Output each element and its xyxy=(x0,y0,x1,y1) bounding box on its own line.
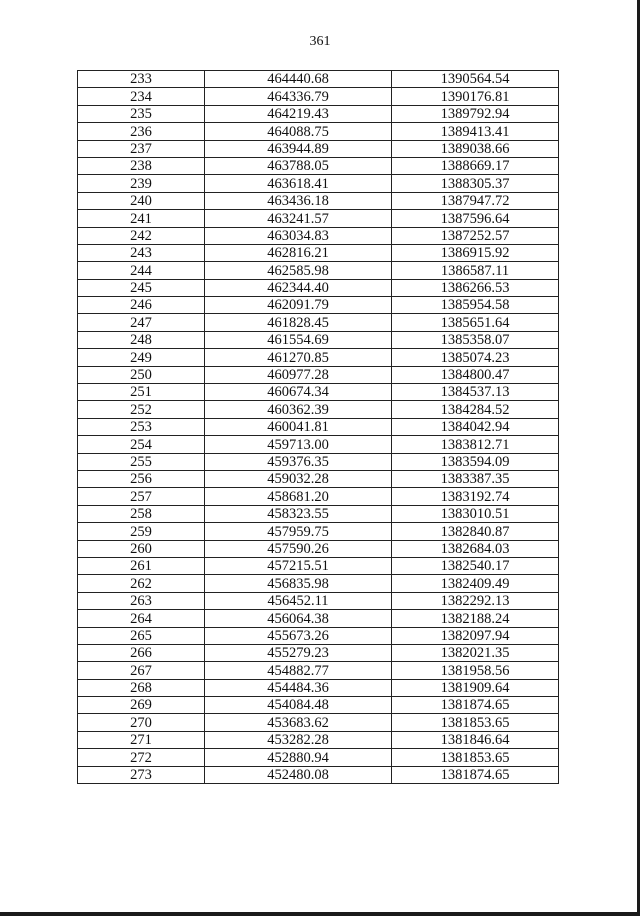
point-number-cell: 237 xyxy=(78,140,205,157)
x-coordinate-cell: 463436.18 xyxy=(205,192,392,209)
y-coordinate-cell: 1382188.24 xyxy=(392,610,559,627)
table-row xyxy=(78,349,559,366)
table-row xyxy=(78,679,559,696)
point-number-cell: 240 xyxy=(78,192,205,209)
x-coordinate-cell: 464088.75 xyxy=(205,123,392,140)
y-coordinate-cell: 1386587.11 xyxy=(392,262,559,279)
point-number-cell: 241 xyxy=(78,210,205,227)
y-coordinate-cell: 1386266.53 xyxy=(392,279,559,296)
table-row xyxy=(78,331,559,348)
y-coordinate-cell: 1381853.65 xyxy=(392,714,559,731)
point-number-cell: 261 xyxy=(78,557,205,574)
table-row xyxy=(78,88,559,105)
y-coordinate-cell: 1389413.41 xyxy=(392,123,559,140)
table-row xyxy=(78,297,559,314)
point-number-cell: 264 xyxy=(78,610,205,627)
y-coordinate-cell: 1381853.65 xyxy=(392,749,559,766)
table-row xyxy=(78,714,559,731)
x-coordinate-cell: 463944.89 xyxy=(205,140,392,157)
x-coordinate-cell: 460362.39 xyxy=(205,401,392,418)
x-coordinate-cell: 455279.23 xyxy=(205,644,392,661)
y-coordinate-cell: 1381874.65 xyxy=(392,697,559,714)
point-number-cell: 253 xyxy=(78,418,205,435)
table-row xyxy=(78,523,559,540)
point-number-cell: 250 xyxy=(78,366,205,383)
x-coordinate-cell: 462344.40 xyxy=(205,279,392,296)
y-coordinate-cell: 1387947.72 xyxy=(392,192,559,209)
table-row xyxy=(78,140,559,157)
point-number-cell: 235 xyxy=(78,105,205,122)
table-row xyxy=(78,697,559,714)
point-number-cell: 246 xyxy=(78,297,205,314)
y-coordinate-cell: 1388669.17 xyxy=(392,157,559,174)
x-coordinate-cell: 464336.79 xyxy=(205,88,392,105)
point-number-cell: 262 xyxy=(78,575,205,592)
x-coordinate-cell: 460674.34 xyxy=(205,384,392,401)
x-coordinate-cell: 459032.28 xyxy=(205,470,392,487)
x-coordinate-cell: 459376.35 xyxy=(205,453,392,470)
y-coordinate-cell: 1390564.54 xyxy=(392,71,559,88)
x-coordinate-cell: 464219.43 xyxy=(205,105,392,122)
table-row xyxy=(78,175,559,192)
point-number-cell: 234 xyxy=(78,88,205,105)
y-coordinate-cell: 1387596.64 xyxy=(392,210,559,227)
point-number-cell: 268 xyxy=(78,679,205,696)
x-coordinate-cell: 456064.38 xyxy=(205,610,392,627)
y-coordinate-cell: 1382097.94 xyxy=(392,627,559,644)
point-number-cell: 247 xyxy=(78,314,205,331)
y-coordinate-cell: 1389038.66 xyxy=(392,140,559,157)
table-row xyxy=(78,610,559,627)
y-coordinate-cell: 1384800.47 xyxy=(392,366,559,383)
table-row xyxy=(78,192,559,209)
y-coordinate-cell: 1384042.94 xyxy=(392,418,559,435)
y-coordinate-cell: 1385651.64 xyxy=(392,314,559,331)
x-coordinate-cell: 457590.26 xyxy=(205,540,392,557)
y-coordinate-cell: 1386915.92 xyxy=(392,244,559,261)
point-number-cell: 239 xyxy=(78,175,205,192)
point-number-cell: 244 xyxy=(78,262,205,279)
point-number-cell: 242 xyxy=(78,227,205,244)
x-coordinate-cell: 452480.08 xyxy=(205,766,392,783)
x-coordinate-cell: 454484.36 xyxy=(205,679,392,696)
page-number: 361 xyxy=(309,34,331,49)
table-row xyxy=(78,262,559,279)
table-row xyxy=(78,401,559,418)
x-coordinate-cell: 456452.11 xyxy=(205,592,392,609)
x-coordinate-cell: 462585.98 xyxy=(205,262,392,279)
x-coordinate-cell: 453683.62 xyxy=(205,714,392,731)
table-row xyxy=(78,575,559,592)
x-coordinate-cell: 456835.98 xyxy=(205,575,392,592)
point-number-cell: 266 xyxy=(78,644,205,661)
table-row xyxy=(78,470,559,487)
table-row xyxy=(78,436,559,453)
page-edge-bottom xyxy=(0,912,640,916)
table-row xyxy=(78,766,559,783)
point-number-cell: 271 xyxy=(78,731,205,748)
x-coordinate-cell: 458323.55 xyxy=(205,505,392,522)
x-coordinate-cell: 453282.28 xyxy=(205,731,392,748)
x-coordinate-cell: 452880.94 xyxy=(205,749,392,766)
point-number-cell: 252 xyxy=(78,401,205,418)
x-coordinate-cell: 461554.69 xyxy=(205,331,392,348)
table-row xyxy=(78,366,559,383)
y-coordinate-cell: 1385954.58 xyxy=(392,297,559,314)
table-row xyxy=(78,453,559,470)
y-coordinate-cell: 1390176.81 xyxy=(392,88,559,105)
table-row xyxy=(78,592,559,609)
table-row xyxy=(78,418,559,435)
x-coordinate-cell: 463618.41 xyxy=(205,175,392,192)
x-coordinate-cell: 461828.45 xyxy=(205,314,392,331)
x-coordinate-cell: 457959.75 xyxy=(205,523,392,540)
table-row xyxy=(78,557,559,574)
table-row xyxy=(78,644,559,661)
x-coordinate-cell: 462816.21 xyxy=(205,244,392,261)
x-coordinate-cell: 460041.81 xyxy=(205,418,392,435)
x-coordinate-cell: 459713.00 xyxy=(205,436,392,453)
table-row xyxy=(78,157,559,174)
x-coordinate-cell: 454084.48 xyxy=(205,697,392,714)
point-number-cell: 259 xyxy=(78,523,205,540)
table-row xyxy=(78,384,559,401)
point-number-cell: 249 xyxy=(78,349,205,366)
x-coordinate-cell: 462091.79 xyxy=(205,297,392,314)
y-coordinate-cell: 1387252.57 xyxy=(392,227,559,244)
y-coordinate-cell: 1382409.49 xyxy=(392,575,559,592)
y-coordinate-cell: 1381958.56 xyxy=(392,662,559,679)
y-coordinate-cell: 1385358.07 xyxy=(392,331,559,348)
point-number-cell: 272 xyxy=(78,749,205,766)
x-coordinate-cell: 458681.20 xyxy=(205,488,392,505)
table-row xyxy=(78,244,559,261)
table-row xyxy=(78,210,559,227)
point-number-cell: 267 xyxy=(78,662,205,679)
point-number-cell: 248 xyxy=(78,331,205,348)
y-coordinate-cell: 1383387.35 xyxy=(392,470,559,487)
y-coordinate-cell: 1389792.94 xyxy=(392,105,559,122)
point-number-cell: 243 xyxy=(78,244,205,261)
x-coordinate-cell: 461270.85 xyxy=(205,349,392,366)
point-number-cell: 256 xyxy=(78,470,205,487)
y-coordinate-cell: 1382840.87 xyxy=(392,523,559,540)
x-coordinate-cell: 463241.57 xyxy=(205,210,392,227)
coordinates-table xyxy=(77,70,559,784)
table-row xyxy=(78,105,559,122)
point-number-cell: 251 xyxy=(78,384,205,401)
point-number-cell: 270 xyxy=(78,714,205,731)
x-coordinate-cell: 457215.51 xyxy=(205,557,392,574)
table-row xyxy=(78,123,559,140)
table-row xyxy=(78,627,559,644)
table-row xyxy=(78,749,559,766)
table-row xyxy=(78,279,559,296)
table-row xyxy=(78,505,559,522)
point-number-cell: 233 xyxy=(78,71,205,88)
table-row xyxy=(78,227,559,244)
y-coordinate-cell: 1382684.03 xyxy=(392,540,559,557)
coordinates-table-body xyxy=(78,71,559,784)
y-coordinate-cell: 1382021.35 xyxy=(392,644,559,661)
y-coordinate-cell: 1381874.65 xyxy=(392,766,559,783)
point-number-cell: 263 xyxy=(78,592,205,609)
y-coordinate-cell: 1382292.13 xyxy=(392,592,559,609)
table-row xyxy=(78,540,559,557)
y-coordinate-cell: 1383192.74 xyxy=(392,488,559,505)
x-coordinate-cell: 464440.68 xyxy=(205,71,392,88)
y-coordinate-cell: 1383594.09 xyxy=(392,453,559,470)
table-row xyxy=(78,71,559,88)
point-number-cell: 255 xyxy=(78,453,205,470)
table-row xyxy=(78,488,559,505)
point-number-cell: 273 xyxy=(78,766,205,783)
table-row xyxy=(78,731,559,748)
y-coordinate-cell: 1384284.52 xyxy=(392,401,559,418)
y-coordinate-cell: 1382540.17 xyxy=(392,557,559,574)
table-row xyxy=(78,662,559,679)
y-coordinate-cell: 1383010.51 xyxy=(392,505,559,522)
x-coordinate-cell: 454882.77 xyxy=(205,662,392,679)
x-coordinate-cell: 463034.83 xyxy=(205,227,392,244)
x-coordinate-cell: 463788.05 xyxy=(205,157,392,174)
point-number-cell: 269 xyxy=(78,697,205,714)
x-coordinate-cell: 460977.28 xyxy=(205,366,392,383)
point-number-cell: 257 xyxy=(78,488,205,505)
point-number-cell: 260 xyxy=(78,540,205,557)
point-number-cell: 238 xyxy=(78,157,205,174)
x-coordinate-cell: 455673.26 xyxy=(205,627,392,644)
y-coordinate-cell: 1381909.64 xyxy=(392,679,559,696)
y-coordinate-cell: 1381846.64 xyxy=(392,731,559,748)
point-number-cell: 245 xyxy=(78,279,205,296)
y-coordinate-cell: 1384537.13 xyxy=(392,384,559,401)
y-coordinate-cell: 1388305.37 xyxy=(392,175,559,192)
y-coordinate-cell: 1385074.23 xyxy=(392,349,559,366)
point-number-cell: 236 xyxy=(78,123,205,140)
point-number-cell: 254 xyxy=(78,436,205,453)
point-number-cell: 258 xyxy=(78,505,205,522)
point-number-cell: 265 xyxy=(78,627,205,644)
y-coordinate-cell: 1383812.71 xyxy=(392,436,559,453)
table-row xyxy=(78,314,559,331)
